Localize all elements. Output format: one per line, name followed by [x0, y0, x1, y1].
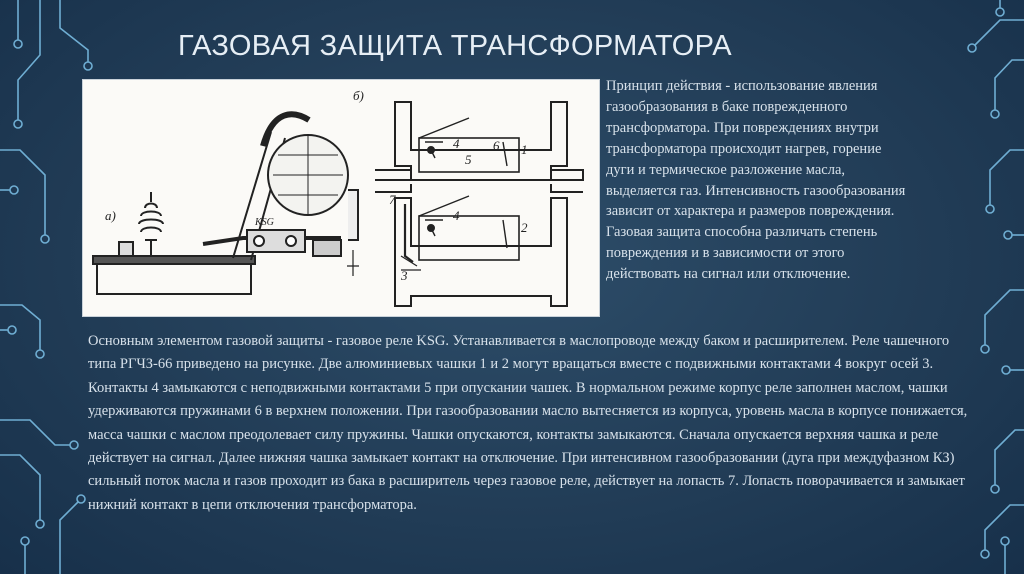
label-4b: 4 — [453, 208, 460, 223]
bushing — [139, 192, 163, 256]
relay-diagram — [83, 80, 599, 316]
description-paragraph: Основным элементом газовой защиты - газовое реле KSG. Устанавливается в маслопроводе между баком и расширителем. Реле чашечного типа РГЧЗ-66 приведено на рисунке. Две алюминиевых чашки 1 и 2 могут вращаться вместе с подвижными контактами 4 вокруг осей 3. Контакты 4 замыкаются с неподвижными контактами 5 при опускании чашек. В нормальном режиме корпус реле заполнен маслом, чашки удерживаются пружинами 6 в верхнем положении. При газообразовании масло вытесняется из корпуса, уровень масла в корпусе понижается, масса чашки с маслом преодолевает силу пружины. Чашки опускаются, контакты замыкаются. Сначала опускается верхняя чашка и реле действует на сигнал. Далее нижняя чашка замыкает контакт на отключение. При интенсивном газообразовании (дуга при междуфазном КЗ) сильный поток масла и газов проходит из бака в расширитель через газовое реле, действует на лопасть 7. Лопасть поворачивается и замыкает нижний контакт в цепи отключения трансформатора. — [88, 333, 968, 513]
label-1: 1 — [521, 142, 528, 157]
label-6: 6 — [493, 138, 500, 153]
label-4a: 4 — [453, 136, 460, 151]
tank-body — [97, 262, 251, 294]
description-text-block — [88, 330, 968, 517]
principle-paragraph: Принцип действия - использование явления газообразования в баке поврежденного трансформатора. При повреждениях внутри трансформатора происходит нагрев, горение дуги и термическое разложение масла, выделяется газ. Интенсивность газообразования зависит от характера и размеров повреждения. Газовая защита способна различать степень повреждения и в зависимости от этого действовать на сигнал или отключение. — [606, 78, 906, 283]
label-2: 2 — [521, 220, 528, 235]
small-terminal — [119, 242, 133, 256]
relay-diagram-figure — [82, 79, 600, 317]
label-ksg: KSG — [255, 217, 274, 228]
label-a: а) — [105, 208, 116, 223]
tank-lid — [93, 256, 255, 264]
label-5: 5 — [465, 152, 472, 167]
principle-text-block — [606, 76, 906, 285]
label-b: б) — [353, 88, 364, 103]
relay-housing — [395, 102, 567, 180]
label-3: 3 — [401, 268, 408, 283]
label-7: 7 — [389, 192, 396, 207]
slide-title: ГАЗОВАЯ ЗАЩИТА ТРАНСФОРМАТОРА — [178, 30, 732, 62]
